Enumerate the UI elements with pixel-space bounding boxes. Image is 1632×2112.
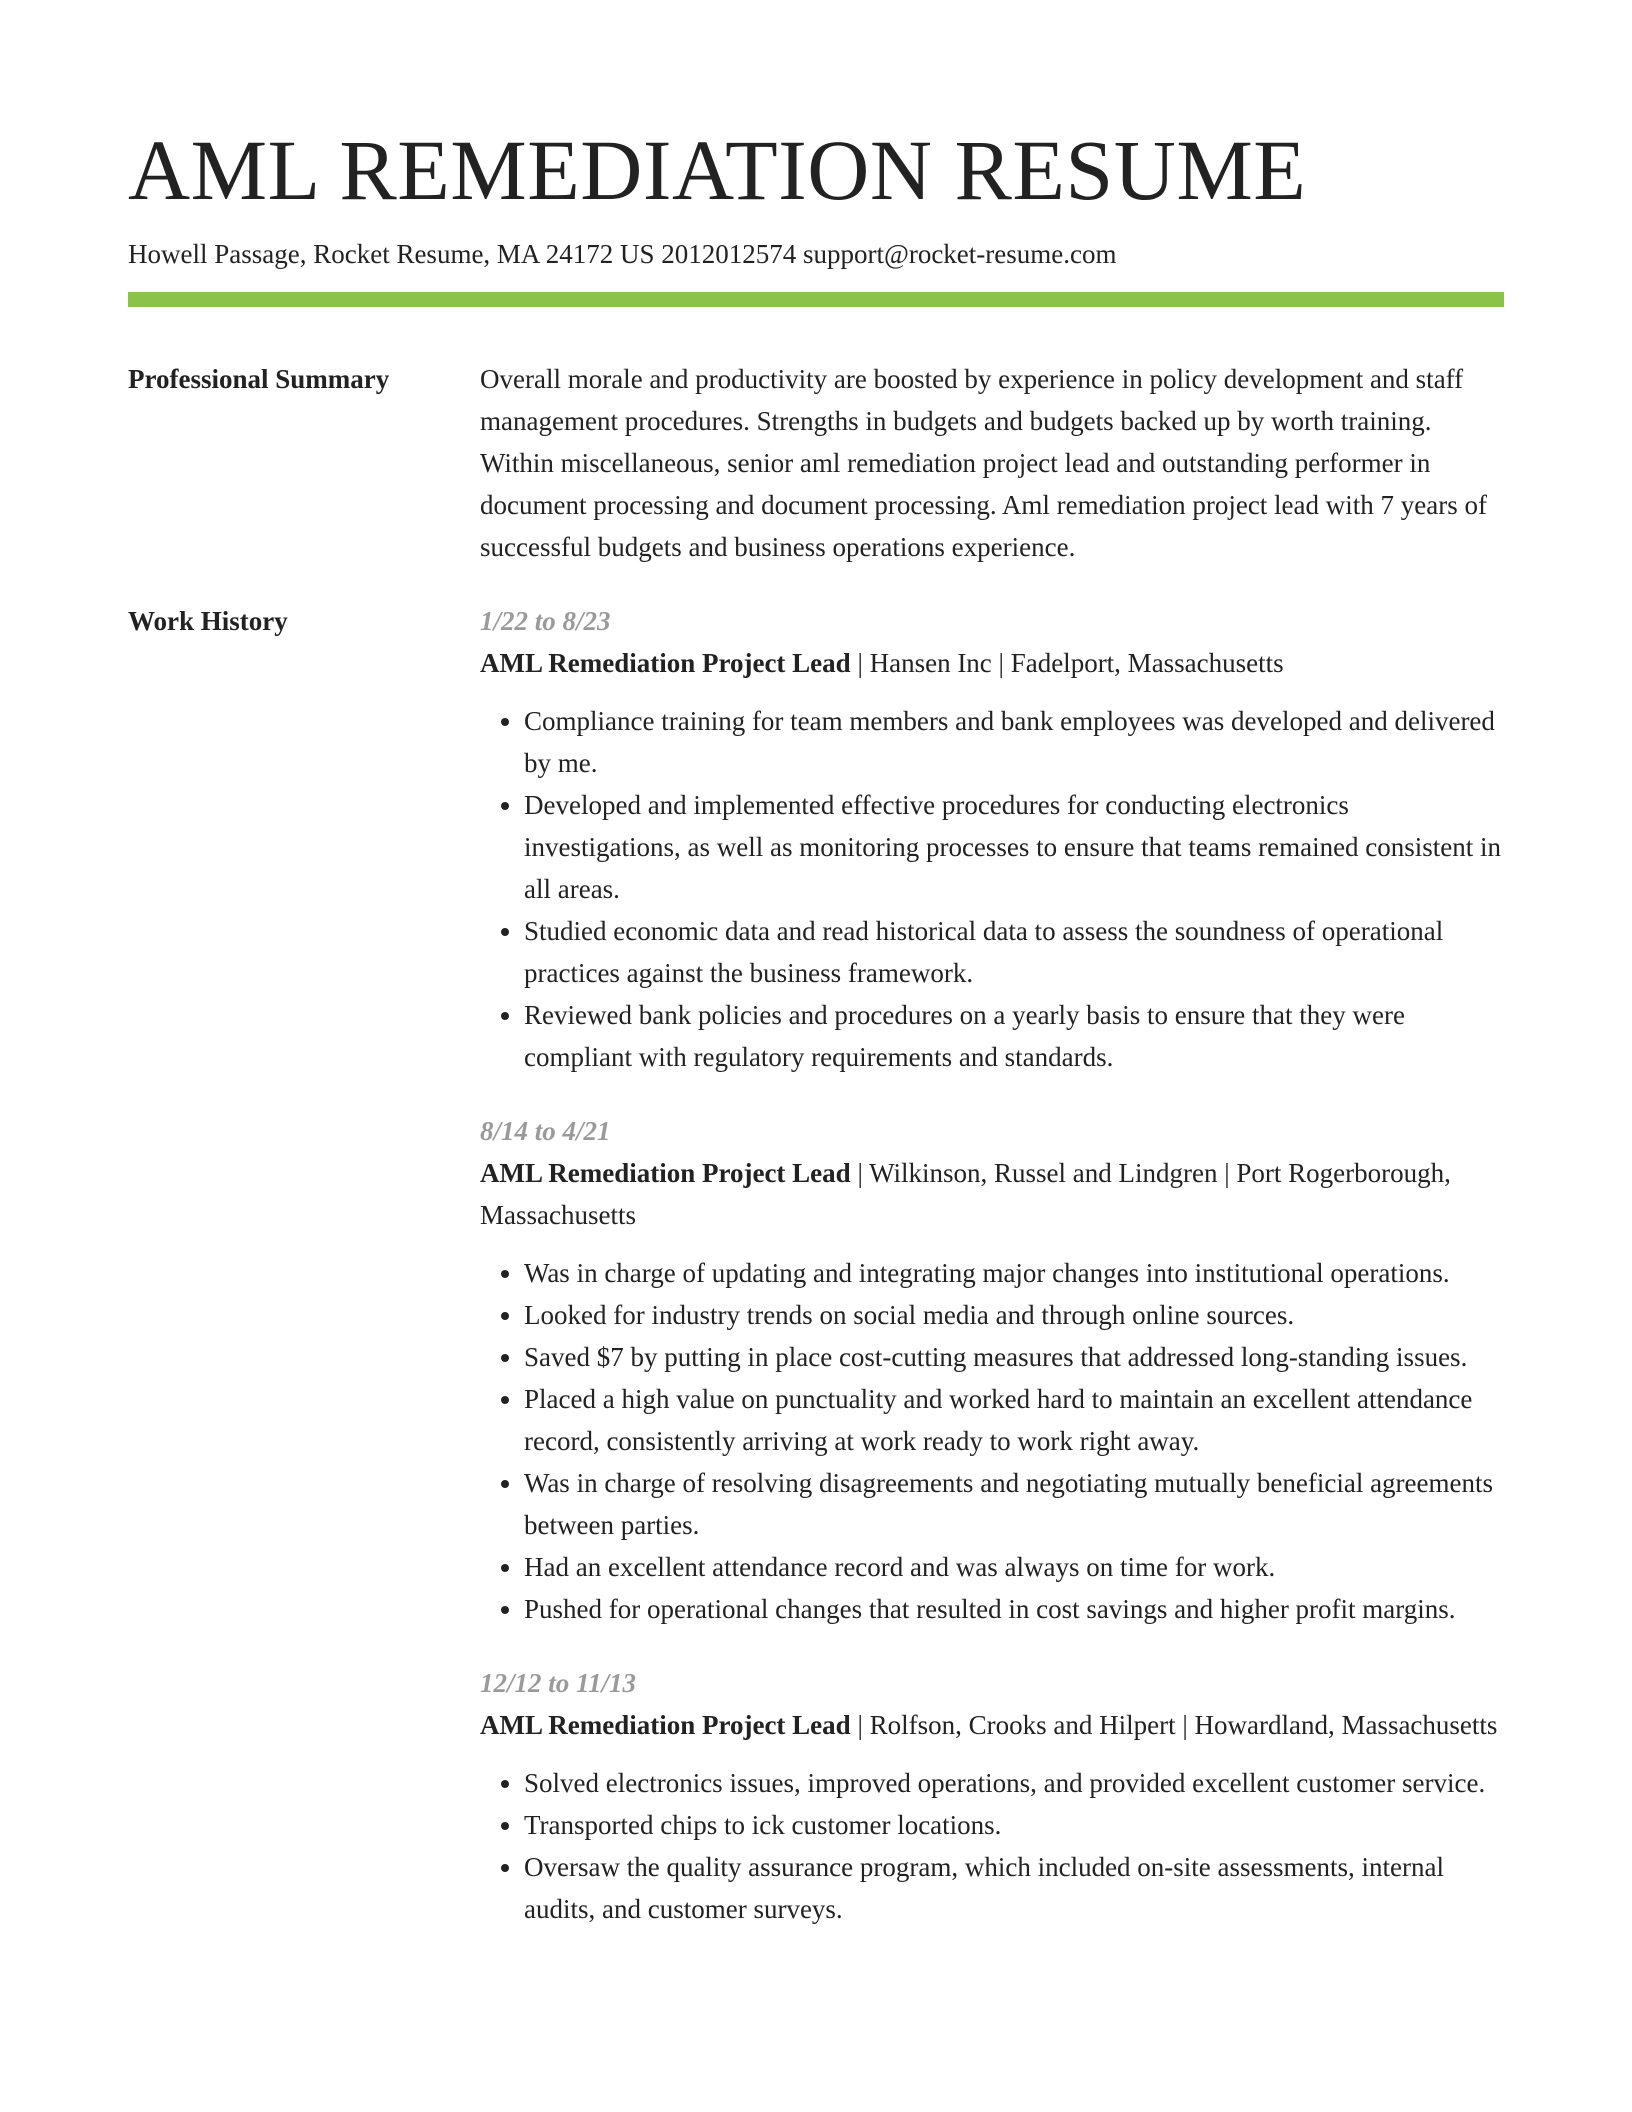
job-title: AML Remediation Project Lead [480,1158,851,1188]
job-bullet: • Looked for industry trends on social media and through online sources. [524,1294,1504,1336]
job-location: Howardland, Massachusetts [1194,1710,1498,1740]
job-heading [480,1704,1504,1746]
job-dates: 1/22 to 8/23 [480,606,611,636]
job-bullet: • Placed a high value on punctuality and worked hard to maintain an excellent attendance record, consistently arriving at work ready to work right away. [524,1378,1504,1462]
job-company: Wilkinson, Russel and Lindgren [869,1158,1218,1188]
job-bullet: • Oversaw the quality assurance program, which included on-site assessments, internal audits, and customer surveys. [524,1846,1504,1930]
job-bullet: • Solved electronics issues, improved operations, and provided excellent customer service. [524,1762,1504,1804]
job-separator: | [1217,1158,1237,1188]
job-bullet: • Reviewed bank policies and procedures on a yearly basis to ensure that they were compliant with regulatory requirements and standards. [524,994,1504,1078]
job-bullet-list [480,1762,1504,1930]
job-entry [480,1110,1504,1630]
job-bullet: • Saved $7 by putting in place cost-cutting measures that addressed long-standing issues. [524,1336,1504,1378]
job-location: Port Rogerborough, Massachusetts [480,1158,1451,1230]
job-bullet: • Compliance training for team members and bank employees was developed and delivered by me. [524,700,1504,784]
professional-summary-section [128,358,1504,568]
job-title: AML Remediation Project Lead [480,1710,851,1740]
job-heading [480,1152,1504,1236]
job-bullet-list [480,1252,1504,1630]
job-company: Hansen Inc [869,648,992,678]
resume-title: AML REMEDIATION RESUME [128,122,1307,218]
job-bullet-list [480,700,1504,1078]
job-separator: | [850,648,870,678]
job-entry [480,1662,1504,1930]
summary-text: Overall morale and productivity are boosted by experience in policy development and staff management procedures. Strengths in budgets and budgets backed up by worth training. Within miscellaneous, senior aml remediation project lead and outstanding performer in document processing and document processing. Aml remediation project lead with 7 years of successful budgets and business operations experience. [480,364,1487,562]
job-heading [480,642,1504,684]
job-bullet: • Transported chips to ick customer locations. [524,1804,1504,1846]
section-label-work-history: Work History [128,606,288,636]
job-title: AML Remediation Project Lead [480,648,851,678]
work-history-list [480,600,1504,1962]
job-separator: | [850,1158,870,1188]
job-bullet: • Pushed for operational changes that resulted in cost savings and higher profit margins. [524,1588,1504,1630]
job-bullet: • Studied economic data and read historical data to assess the soundness of operational practices against the business framework. [524,910,1504,994]
section-label-summary: Professional Summary [128,364,390,394]
job-separator: | [991,648,1011,678]
resume-page [128,0,1504,1962]
job-dates: 8/14 to 4/21 [480,1116,611,1146]
header-divider [128,292,1504,307]
job-separator: | [1175,1710,1195,1740]
job-bullet: • Had an excellent attendance record and was always on time for work. [524,1546,1504,1588]
job-entry [480,600,1504,1078]
contact-line: Howell Passage, Rocket Resume, MA 24172 US 2012012574 support@rocket-resume.com [128,239,1117,269]
job-bullet: • Developed and implemented effective procedures for conducting electronics investigations, as well as monitoring processes to ensure that teams remained consistent in all areas. [524,784,1504,910]
job-separator: | [850,1710,870,1740]
job-dates: 12/12 to 11/13 [480,1668,637,1698]
job-company: Rolfson, Crooks and Hilpert [869,1710,1176,1740]
job-bullet: • Was in charge of resolving disagreements and negotiating mutually beneficial agreements between parties. [524,1462,1504,1546]
job-bullet: • Was in charge of updating and integrating major changes into institutional operations. [524,1252,1504,1294]
work-history-section [128,600,1504,1962]
job-location: Fadelport, Massachusetts [1010,648,1284,678]
